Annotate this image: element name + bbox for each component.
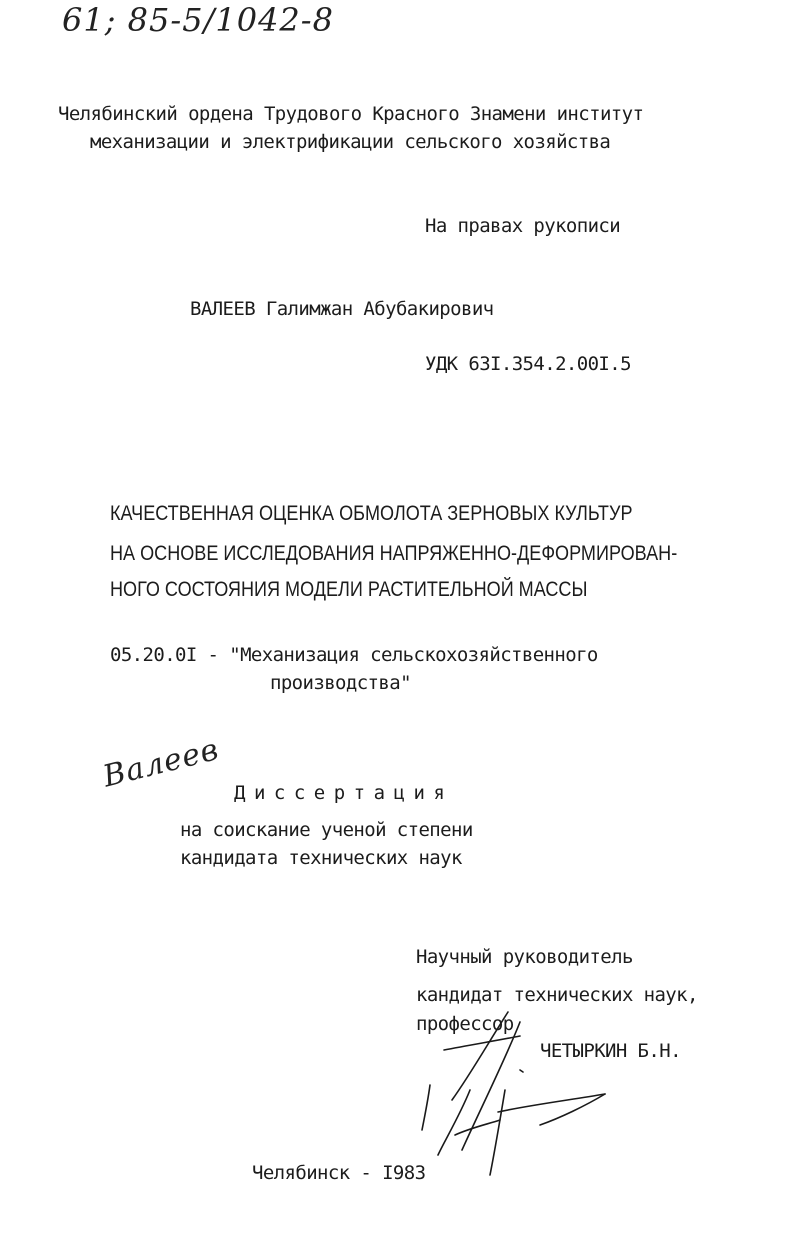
author-signature: Валеев (99, 731, 223, 795)
author-name: ВАЛЕЕВ Галимжан Абубакирович (190, 298, 494, 320)
institute-line-2: механизации и электрификации сельского хозяйства (90, 131, 611, 153)
title-line-3: НОГО СОСТОЯНИЯ МОДЕЛИ РАСТИТЕЛЬНОЙ МАССЫ (110, 578, 588, 601)
supervisor-role: Научный руководитель (416, 946, 633, 968)
rights-notice: На правах рукописи (425, 215, 621, 237)
dissertation-label: Диссертация (234, 782, 454, 804)
supervisor-title: профессор (416, 1013, 514, 1035)
specialty-line-1: 05.20.0I - "Механизация сельскохозяйственного (110, 644, 598, 666)
title-line-1: КАЧЕСТВЕННАЯ ОЦЕНКА ОБМОЛОТА ЗЕРНОВЫХ КУЛЬТУР (110, 502, 633, 525)
dissertation-line-1: на соискание ученой степени (180, 819, 473, 841)
title-line-2: НА ОСНОВЕ ИССЛЕДОВАНИЯ НАПРЯЖЕННО-ДЕФОРМИРОВАН- (110, 542, 678, 565)
specialty-line-2: производства" (270, 672, 411, 694)
archive-code: 61; 85-5/1042-8 (62, 1, 334, 39)
institute-line-1: Челябинский ордена Трудового Красного Знамени институт (58, 103, 644, 125)
udc-code: УДК 63I.354.2.00I.5 (425, 353, 631, 375)
supervisor-degree: кандидат технических наук, (416, 984, 698, 1006)
dissertation-line-2: кандидата технических наук (180, 847, 462, 869)
supervisor-name: ЧЕТЫРКИН Б.Н. (540, 1040, 681, 1062)
city-year: Челябинск - I983 (252, 1162, 426, 1184)
